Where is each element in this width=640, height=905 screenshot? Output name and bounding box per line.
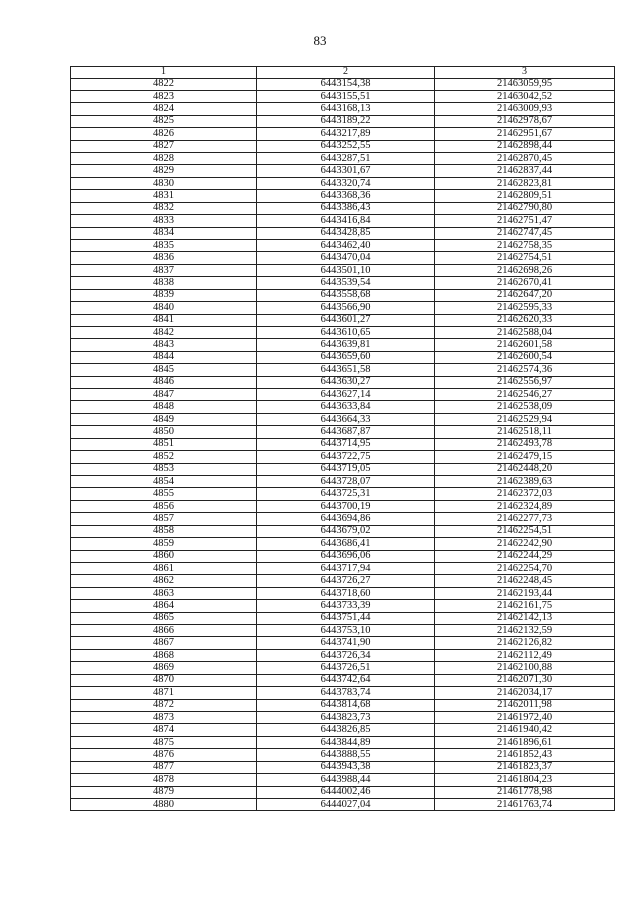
table-body — [71, 78, 615, 811]
cell-point-number: 4836 — [71, 252, 257, 264]
cell-point-number: 4862 — [71, 575, 257, 587]
cell-point-number: 4826 — [71, 128, 257, 140]
cell-y-coordinate: 21462242,90 — [435, 538, 615, 550]
cell-y-coordinate: 21462071,30 — [435, 674, 615, 686]
cell-point-number: 4853 — [71, 463, 257, 475]
table-row — [71, 165, 615, 177]
cell-x-coordinate: 6443664,33 — [257, 413, 435, 425]
table-row — [71, 712, 615, 724]
table-row — [71, 625, 615, 637]
cell-y-coordinate: 21462595,33 — [435, 302, 615, 314]
table-row — [71, 289, 615, 301]
cell-x-coordinate: 6443462,40 — [257, 239, 435, 251]
table-row — [71, 736, 615, 748]
cell-y-coordinate: 21462161,75 — [435, 600, 615, 612]
cell-x-coordinate: 6443252,55 — [257, 140, 435, 152]
table-row — [71, 575, 615, 587]
table-row — [71, 550, 615, 562]
cell-x-coordinate: 6443539,54 — [257, 277, 435, 289]
cell-y-coordinate: 21462747,45 — [435, 227, 615, 239]
table-row — [71, 389, 615, 401]
cell-y-coordinate: 21461972,40 — [435, 712, 615, 724]
cell-x-coordinate: 6443753,10 — [257, 625, 435, 637]
cell-y-coordinate: 21462647,20 — [435, 289, 615, 301]
cell-x-coordinate: 6443741,90 — [257, 637, 435, 649]
cell-x-coordinate: 6443639,81 — [257, 339, 435, 351]
cell-y-coordinate: 21462574,36 — [435, 364, 615, 376]
cell-x-coordinate: 6443630,27 — [257, 376, 435, 388]
cell-y-coordinate: 21462254,51 — [435, 525, 615, 537]
cell-y-coordinate: 21463059,95 — [435, 78, 615, 90]
table-row — [71, 476, 615, 488]
cell-x-coordinate: 6443633,84 — [257, 401, 435, 413]
cell-x-coordinate: 6443154,38 — [257, 78, 435, 90]
cell-point-number: 4863 — [71, 587, 257, 599]
cell-x-coordinate: 6443714,95 — [257, 438, 435, 450]
cell-x-coordinate: 6443717,94 — [257, 562, 435, 574]
cell-x-coordinate: 6443722,75 — [257, 451, 435, 463]
cell-point-number: 4831 — [71, 190, 257, 202]
table-row — [71, 662, 615, 674]
cell-point-number: 4835 — [71, 239, 257, 251]
cell-point-number: 4837 — [71, 264, 257, 276]
cell-point-number: 4851 — [71, 438, 257, 450]
cell-x-coordinate: 6443783,74 — [257, 687, 435, 699]
cell-y-coordinate: 21462600,54 — [435, 351, 615, 363]
cell-y-coordinate: 21462588,04 — [435, 326, 615, 338]
cell-y-coordinate: 21461852,43 — [435, 749, 615, 761]
cell-y-coordinate: 21462493,78 — [435, 438, 615, 450]
coordinates-table — [70, 66, 615, 811]
cell-y-coordinate: 21462372,03 — [435, 488, 615, 500]
table-row — [71, 600, 615, 612]
table-row — [71, 115, 615, 127]
cell-y-coordinate: 21462034,17 — [435, 687, 615, 699]
cell-x-coordinate: 6443155,51 — [257, 90, 435, 102]
table-header-row — [71, 67, 615, 79]
cell-x-coordinate: 6443558,68 — [257, 289, 435, 301]
cell-y-coordinate: 21462244,29 — [435, 550, 615, 562]
cell-y-coordinate: 21462978,67 — [435, 115, 615, 127]
column-header-x: 2 — [257, 67, 435, 79]
cell-point-number: 4858 — [71, 525, 257, 537]
cell-x-coordinate: 6443610,65 — [257, 326, 435, 338]
cell-point-number: 4875 — [71, 736, 257, 748]
cell-point-number: 4822 — [71, 78, 257, 90]
cell-y-coordinate: 21462698,26 — [435, 264, 615, 276]
table-row — [71, 202, 615, 214]
cell-point-number: 4849 — [71, 413, 257, 425]
cell-x-coordinate: 6443566,90 — [257, 302, 435, 314]
cell-y-coordinate: 21462951,67 — [435, 128, 615, 140]
cell-x-coordinate: 6443320,74 — [257, 177, 435, 189]
cell-y-coordinate: 21462324,89 — [435, 500, 615, 512]
cell-y-coordinate: 21463042,52 — [435, 90, 615, 102]
cell-x-coordinate: 6443168,13 — [257, 103, 435, 115]
cell-x-coordinate: 6443651,58 — [257, 364, 435, 376]
table-row — [71, 252, 615, 264]
cell-y-coordinate: 21462389,63 — [435, 476, 615, 488]
table-row — [71, 637, 615, 649]
cell-x-coordinate: 6443501,10 — [257, 264, 435, 276]
page-number: 83 — [313, 33, 327, 48]
cell-x-coordinate: 6443696,06 — [257, 550, 435, 562]
cell-x-coordinate: 6443627,14 — [257, 389, 435, 401]
table-row — [71, 314, 615, 326]
table-row — [71, 699, 615, 711]
cell-point-number: 4827 — [71, 140, 257, 152]
table-row — [71, 538, 615, 550]
table-row — [71, 364, 615, 376]
cell-point-number: 4838 — [71, 277, 257, 289]
table-row — [71, 339, 615, 351]
table-row — [71, 413, 615, 425]
table-row — [71, 177, 615, 189]
cell-x-coordinate: 6443719,05 — [257, 463, 435, 475]
table-row — [71, 774, 615, 786]
table-row — [71, 749, 615, 761]
cell-x-coordinate: 6443428,85 — [257, 227, 435, 239]
table-row — [71, 128, 615, 140]
column-header-y: 3 — [435, 67, 615, 79]
cell-point-number: 4859 — [71, 538, 257, 550]
cell-x-coordinate: 6443726,27 — [257, 575, 435, 587]
cell-point-number: 4880 — [71, 798, 257, 810]
table-row — [71, 277, 615, 289]
cell-y-coordinate: 21461778,98 — [435, 786, 615, 798]
cell-point-number: 4844 — [71, 351, 257, 363]
cell-x-coordinate: 6443368,36 — [257, 190, 435, 202]
table-row — [71, 401, 615, 413]
cell-point-number: 4866 — [71, 625, 257, 637]
cell-point-number: 4854 — [71, 476, 257, 488]
table-row — [71, 798, 615, 810]
cell-point-number: 4832 — [71, 202, 257, 214]
cell-x-coordinate: 6443301,67 — [257, 165, 435, 177]
cell-x-coordinate: 6443687,87 — [257, 426, 435, 438]
cell-point-number: 4874 — [71, 724, 257, 736]
table-row — [71, 140, 615, 152]
cell-y-coordinate: 21462126,82 — [435, 637, 615, 649]
cell-point-number: 4857 — [71, 513, 257, 525]
cell-point-number: 4845 — [71, 364, 257, 376]
cell-y-coordinate: 21462132,59 — [435, 625, 615, 637]
cell-x-coordinate: 6443686,41 — [257, 538, 435, 550]
cell-x-coordinate: 6443679,02 — [257, 525, 435, 537]
cell-y-coordinate: 21462479,15 — [435, 451, 615, 463]
cell-x-coordinate: 6443888,55 — [257, 749, 435, 761]
cell-point-number: 4878 — [71, 774, 257, 786]
cell-point-number: 4860 — [71, 550, 257, 562]
cell-point-number: 4867 — [71, 637, 257, 649]
cell-y-coordinate: 21462100,88 — [435, 662, 615, 674]
table-row — [71, 612, 615, 624]
cell-y-coordinate: 21462870,45 — [435, 153, 615, 165]
cell-x-coordinate: 6443217,89 — [257, 128, 435, 140]
cell-point-number: 4824 — [71, 103, 257, 115]
table-row — [71, 103, 615, 115]
table-row — [71, 513, 615, 525]
cell-x-coordinate: 6443726,51 — [257, 662, 435, 674]
cell-y-coordinate: 21462011,98 — [435, 699, 615, 711]
cell-x-coordinate: 6443659,60 — [257, 351, 435, 363]
cell-y-coordinate: 21463009,93 — [435, 103, 615, 115]
cell-y-coordinate: 21462751,47 — [435, 215, 615, 227]
cell-y-coordinate: 21462790,80 — [435, 202, 615, 214]
cell-x-coordinate: 6443416,84 — [257, 215, 435, 227]
cell-x-coordinate: 6443733,39 — [257, 600, 435, 612]
cell-x-coordinate: 6443726,34 — [257, 649, 435, 661]
cell-point-number: 4830 — [71, 177, 257, 189]
cell-x-coordinate: 6443814,68 — [257, 699, 435, 711]
table-row — [71, 239, 615, 251]
cell-x-coordinate: 6443287,51 — [257, 153, 435, 165]
cell-x-coordinate: 6443988,44 — [257, 774, 435, 786]
cell-y-coordinate: 21461940,42 — [435, 724, 615, 736]
cell-x-coordinate: 6443718,60 — [257, 587, 435, 599]
cell-point-number: 4823 — [71, 90, 257, 102]
table-row — [71, 587, 615, 599]
cell-point-number: 4877 — [71, 761, 257, 773]
cell-point-number: 4840 — [71, 302, 257, 314]
column-header-point-number: 1 — [71, 67, 257, 79]
cell-point-number: 4852 — [71, 451, 257, 463]
cell-x-coordinate: 6443728,07 — [257, 476, 435, 488]
cell-y-coordinate: 21462898,44 — [435, 140, 615, 152]
cell-y-coordinate: 21462546,27 — [435, 389, 615, 401]
cell-x-coordinate: 6443751,44 — [257, 612, 435, 624]
cell-y-coordinate: 21462254,70 — [435, 562, 615, 574]
cell-x-coordinate: 6444027,04 — [257, 798, 435, 810]
cell-y-coordinate: 21462529,94 — [435, 413, 615, 425]
cell-x-coordinate: 6443826,85 — [257, 724, 435, 736]
cell-point-number: 4839 — [71, 289, 257, 301]
table-row — [71, 525, 615, 537]
cell-point-number: 4825 — [71, 115, 257, 127]
cell-point-number: 4872 — [71, 699, 257, 711]
cell-x-coordinate: 6443386,43 — [257, 202, 435, 214]
cell-point-number: 4871 — [71, 687, 257, 699]
cell-y-coordinate: 21461804,23 — [435, 774, 615, 786]
cell-y-coordinate: 21462248,45 — [435, 575, 615, 587]
cell-point-number: 4846 — [71, 376, 257, 388]
cell-point-number: 4843 — [71, 339, 257, 351]
cell-y-coordinate: 21462620,33 — [435, 314, 615, 326]
cell-point-number: 4828 — [71, 153, 257, 165]
table-row — [71, 90, 615, 102]
table-row — [71, 153, 615, 165]
table-row — [71, 463, 615, 475]
cell-point-number: 4864 — [71, 600, 257, 612]
cell-point-number: 4850 — [71, 426, 257, 438]
cell-y-coordinate: 21462601,58 — [435, 339, 615, 351]
cell-y-coordinate: 21462670,41 — [435, 277, 615, 289]
cell-x-coordinate: 6443694,86 — [257, 513, 435, 525]
table-row — [71, 562, 615, 574]
cell-y-coordinate: 21462754,51 — [435, 252, 615, 264]
table-row — [71, 687, 615, 699]
table-row — [71, 488, 615, 500]
cell-x-coordinate: 6443742,64 — [257, 674, 435, 686]
cell-x-coordinate: 6444002,46 — [257, 786, 435, 798]
table-row — [71, 376, 615, 388]
table-row — [71, 190, 615, 202]
cell-x-coordinate: 6443844,89 — [257, 736, 435, 748]
table-row — [71, 227, 615, 239]
cell-y-coordinate: 21462758,35 — [435, 239, 615, 251]
table-row — [71, 500, 615, 512]
cell-point-number: 4856 — [71, 500, 257, 512]
table-row — [71, 264, 615, 276]
table-row — [71, 78, 615, 90]
table-row — [71, 426, 615, 438]
cell-point-number: 4833 — [71, 215, 257, 227]
cell-y-coordinate: 21462538,09 — [435, 401, 615, 413]
cell-y-coordinate: 21462556,97 — [435, 376, 615, 388]
cell-point-number: 4848 — [71, 401, 257, 413]
table-row — [71, 438, 615, 450]
table-row — [71, 649, 615, 661]
cell-y-coordinate: 21462809,51 — [435, 190, 615, 202]
cell-point-number: 4841 — [71, 314, 257, 326]
cell-x-coordinate: 6443189,22 — [257, 115, 435, 127]
cell-y-coordinate: 21462837,44 — [435, 165, 615, 177]
cell-x-coordinate: 6443700,19 — [257, 500, 435, 512]
cell-x-coordinate: 6443823,73 — [257, 712, 435, 724]
table-row — [71, 302, 615, 314]
cell-point-number: 4865 — [71, 612, 257, 624]
cell-y-coordinate: 21461823,37 — [435, 761, 615, 773]
cell-point-number: 4879 — [71, 786, 257, 798]
cell-y-coordinate: 21462448,20 — [435, 463, 615, 475]
cell-y-coordinate: 21462193,44 — [435, 587, 615, 599]
cell-point-number: 4847 — [71, 389, 257, 401]
cell-y-coordinate: 21462277,73 — [435, 513, 615, 525]
cell-y-coordinate: 21461763,74 — [435, 798, 615, 810]
cell-point-number: 4842 — [71, 326, 257, 338]
cell-point-number: 4868 — [71, 649, 257, 661]
cell-y-coordinate: 21461896,61 — [435, 736, 615, 748]
cell-x-coordinate: 6443725,31 — [257, 488, 435, 500]
cell-y-coordinate: 21462142,13 — [435, 612, 615, 624]
table-row — [71, 761, 615, 773]
table-row — [71, 786, 615, 798]
cell-point-number: 4870 — [71, 674, 257, 686]
cell-point-number: 4861 — [71, 562, 257, 574]
cell-x-coordinate: 6443601,27 — [257, 314, 435, 326]
cell-y-coordinate: 21462823,81 — [435, 177, 615, 189]
cell-point-number: 4855 — [71, 488, 257, 500]
table-row — [71, 674, 615, 686]
cell-point-number: 4869 — [71, 662, 257, 674]
table-row — [71, 326, 615, 338]
cell-point-number: 4873 — [71, 712, 257, 724]
cell-point-number: 4834 — [71, 227, 257, 239]
table-row — [71, 215, 615, 227]
table-row — [71, 351, 615, 363]
table-row — [71, 724, 615, 736]
cell-y-coordinate: 21462518,11 — [435, 426, 615, 438]
table-row — [71, 451, 615, 463]
cell-x-coordinate: 6443943,38 — [257, 761, 435, 773]
cell-y-coordinate: 21462112,49 — [435, 649, 615, 661]
cell-x-coordinate: 6443470,04 — [257, 252, 435, 264]
cell-point-number: 4829 — [71, 165, 257, 177]
cell-point-number: 4876 — [71, 749, 257, 761]
